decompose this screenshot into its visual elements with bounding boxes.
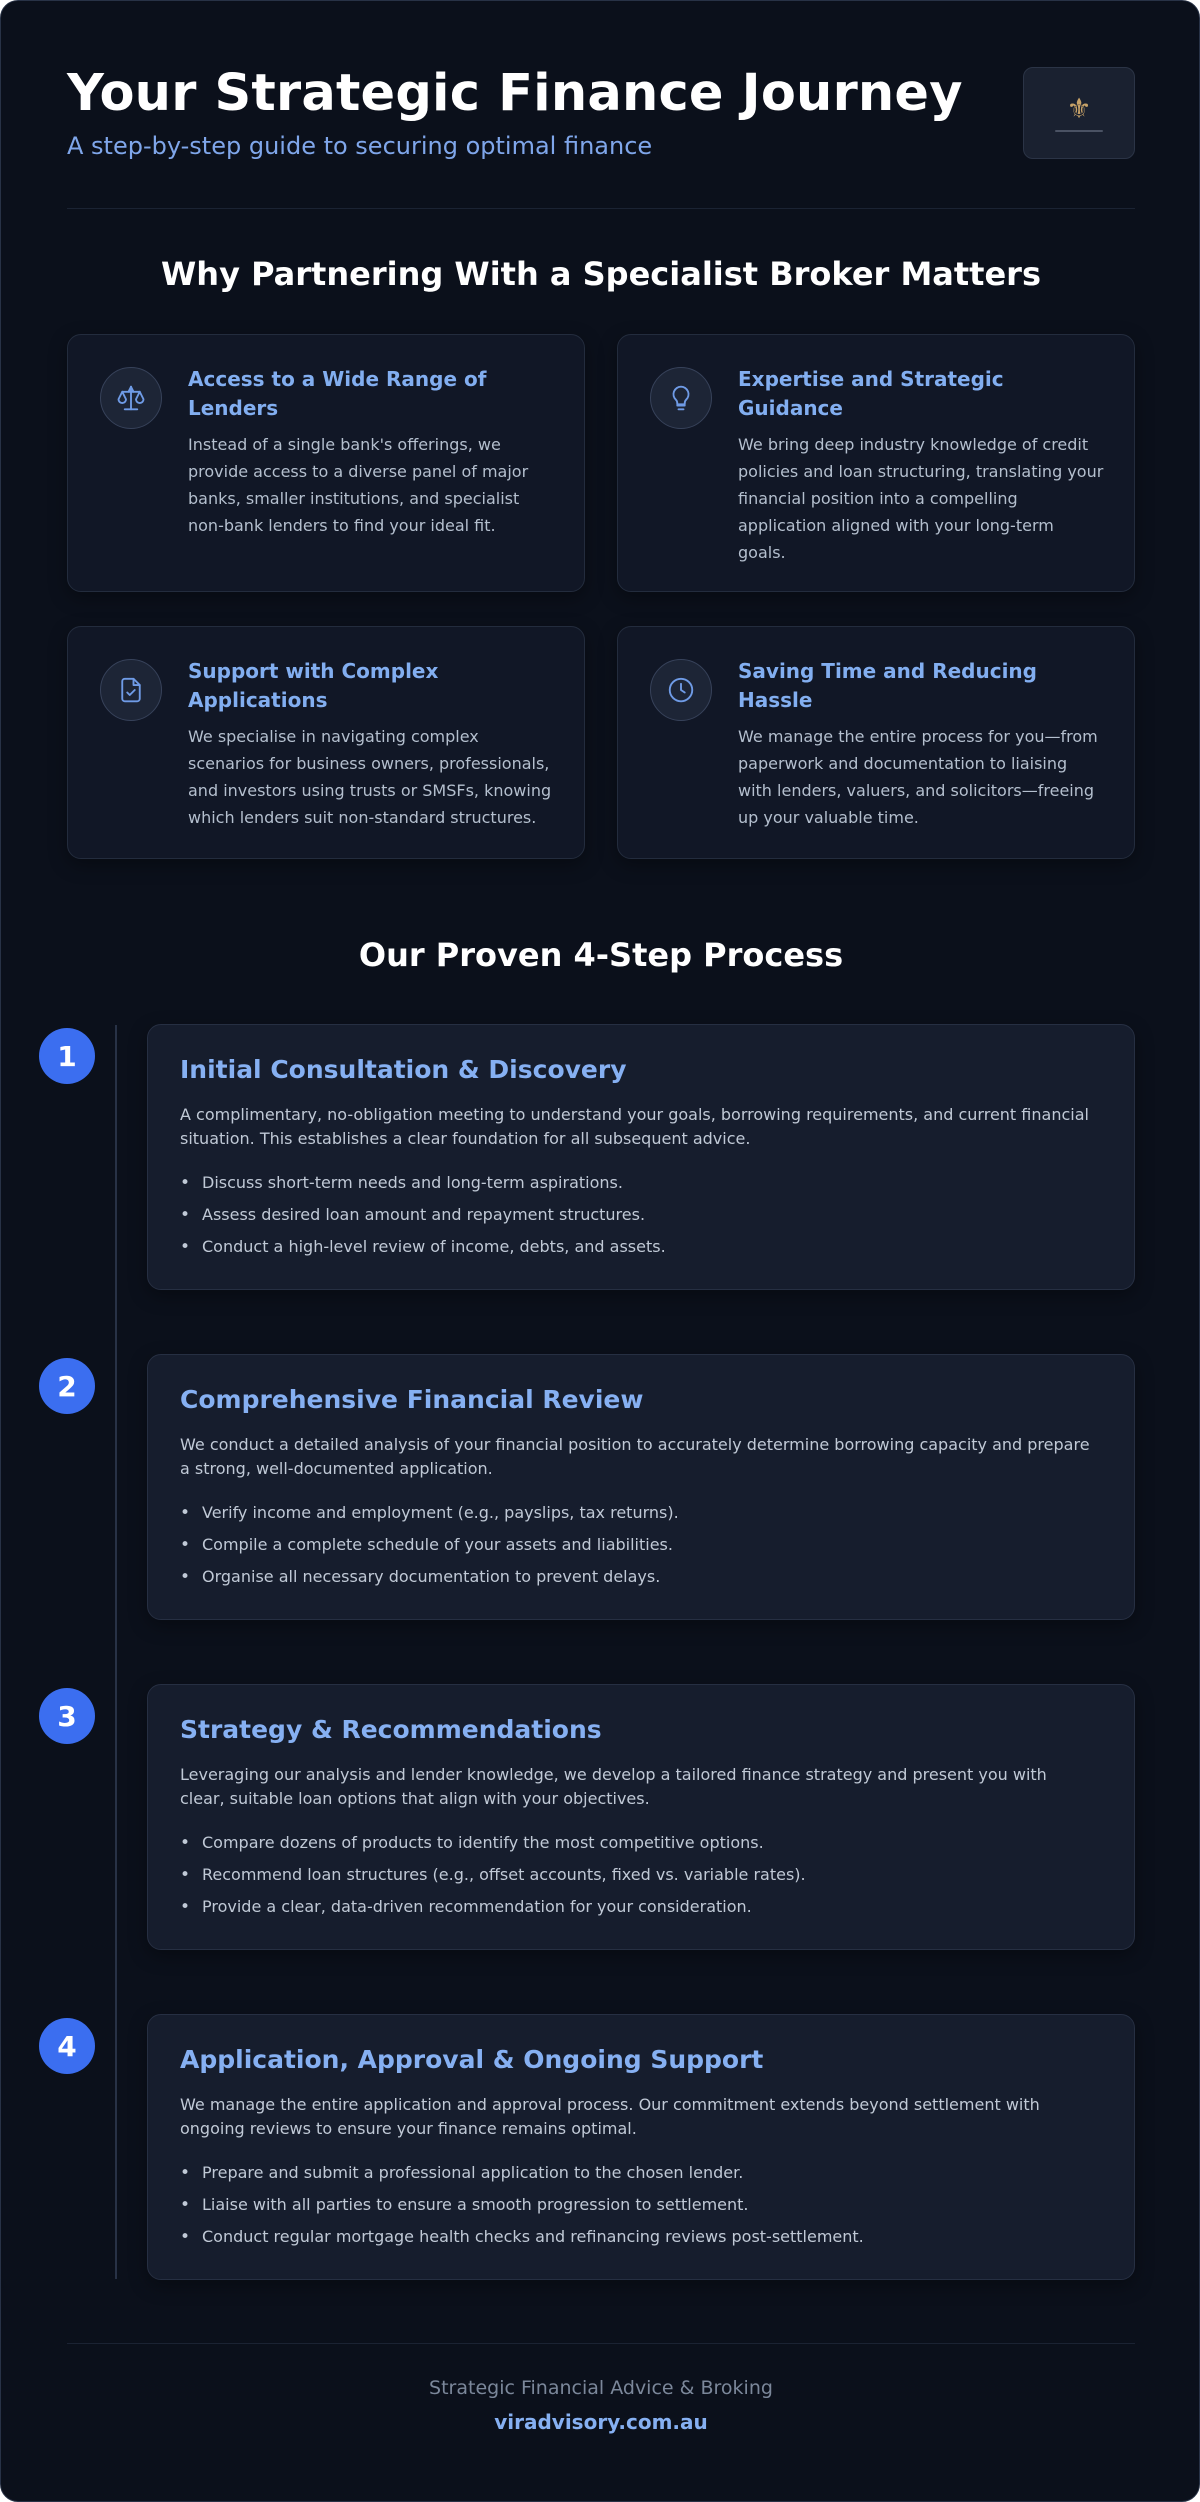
list-item: • Discuss short-term needs and long-term aspirations. [180, 1167, 1094, 1199]
step-number-badge: 1 [39, 1028, 95, 1084]
timeline-line [115, 1025, 117, 2279]
footer-website-link[interactable]: viradvisory.com.au [494, 2410, 708, 2434]
list-item: • Conduct a high-level review of income, debts, and assets. [180, 1231, 1094, 1263]
benefit-description: We specialise in navigating complex scenarios for business owners, professionals, and investors using trusts or SMSFs, knowing which lenders suit non-standard structures. [188, 727, 552, 827]
step-card [147, 1354, 1135, 1620]
step-title: Application, Approval & Ongoing Support [180, 2045, 764, 2074]
lightbulb-icon [650, 367, 712, 429]
step-points [180, 1167, 1094, 1263]
header-divider [67, 208, 1135, 209]
benefit-card [67, 626, 585, 859]
step-card [147, 1024, 1135, 1290]
step-card [147, 1684, 1135, 1950]
step-title: Initial Consultation & Discovery [180, 1055, 627, 1084]
benefit-title: Saving Time and Reducing Hassle [738, 659, 1037, 712]
step-points [180, 1827, 1094, 1923]
benefit-description: We bring deep industry knowledge of credit policies and loan structuring, translating your financial position into a compelling application aligned with your long-term goals. [738, 435, 1104, 562]
step-number-badge: 2 [39, 1358, 95, 1414]
list-item: • Organise all necessary documentation to prevent delays. [180, 1561, 1094, 1593]
clock-icon [650, 659, 712, 721]
benefit-title: Access to a Wide Range of Lenders [188, 367, 487, 420]
benefit-card [617, 334, 1135, 592]
step-points [180, 1497, 1094, 1593]
list-item: • Prepare and submit a professional application to the chosen lender. [180, 2157, 1094, 2189]
bank-icon [100, 367, 162, 429]
step-description: We conduct a detailed analysis of your financial position to accurately determine borrowing capacity and prepare a strong, well-documented application. [180, 1435, 1090, 1478]
benefit-description: Instead of a single bank's offerings, we provide access to a diverse panel of major banks, smaller institutions, and specialist non-bank lenders to find your ideal fit. [188, 435, 529, 535]
step-description: Leveraging our analysis and lender knowledge, we develop a tailored finance strategy and present you with clear, suitable loan options that align with your objectives. [180, 1765, 1047, 1808]
logo [1023, 67, 1135, 159]
fleur-de-lis-icon: ⚜ [1066, 92, 1092, 125]
header [67, 63, 1135, 161]
benefit-card [67, 334, 585, 592]
benefit-title: Support with Complex Applications [188, 659, 439, 712]
footer-divider [67, 2343, 1135, 2344]
list-item: • Compare dozens of products to identify the most competitive options. [180, 1827, 1094, 1859]
logo-underline [1055, 130, 1103, 132]
benefit-title: Expertise and Strategic Guidance [738, 367, 1004, 420]
footer-tagline: Strategic Financial Advice & Broking [429, 2377, 773, 2399]
step-card [147, 2014, 1135, 2280]
process-section-title: Our Proven 4-Step Process [358, 936, 844, 974]
step-number-badge: 4 [39, 2018, 95, 2074]
benefit-card [617, 626, 1135, 859]
document-check-icon [100, 659, 162, 721]
page-title: Your Strategic Finance Journey [67, 64, 963, 123]
benefit-description: We manage the entire process for you—from paperwork and documentation to liaising with lenders, valuers, and solicitors—freeing up your valuable time. [738, 727, 1098, 827]
list-item: • Assess desired loan amount and repayment structures. [180, 1199, 1094, 1231]
step-title: Strategy & Recommendations [180, 1715, 602, 1744]
step-title: Comprehensive Financial Review [180, 1385, 644, 1414]
benefits-section-title: Why Partnering With a Specialist Broker Matters [161, 255, 1041, 293]
step-description: We manage the entire application and approval process. Our commitment extends beyond settlement with ongoing reviews to ensure your finance remains optimal. [180, 2095, 1040, 2138]
list-item: • Recommend loan structures (e.g., offset accounts, fixed vs. variable rates). [180, 1859, 1094, 1891]
step-description: A complimentary, no-obligation meeting to understand your goals, borrowing requirements, and current financial situation. This establishes a clear foundation for all subsequent advice. [180, 1105, 1089, 1148]
list-item: • Compile a complete schedule of your assets and liabilities. [180, 1529, 1094, 1561]
page-subtitle: A step-by-step guide to securing optimal finance [67, 132, 653, 160]
list-item: • Verify income and employment (e.g., payslips, tax returns). [180, 1497, 1094, 1529]
list-item: • Conduct regular mortgage health checks and refinancing reviews post-settlement. [180, 2221, 1094, 2253]
list-item: • Provide a clear, data-driven recommendation for your consideration. [180, 1891, 1094, 1923]
step-points [180, 2157, 1094, 2253]
step-number-badge: 3 [39, 1688, 95, 1744]
list-item: • Liaise with all parties to ensure a smooth progression to settlement. [180, 2189, 1094, 2221]
